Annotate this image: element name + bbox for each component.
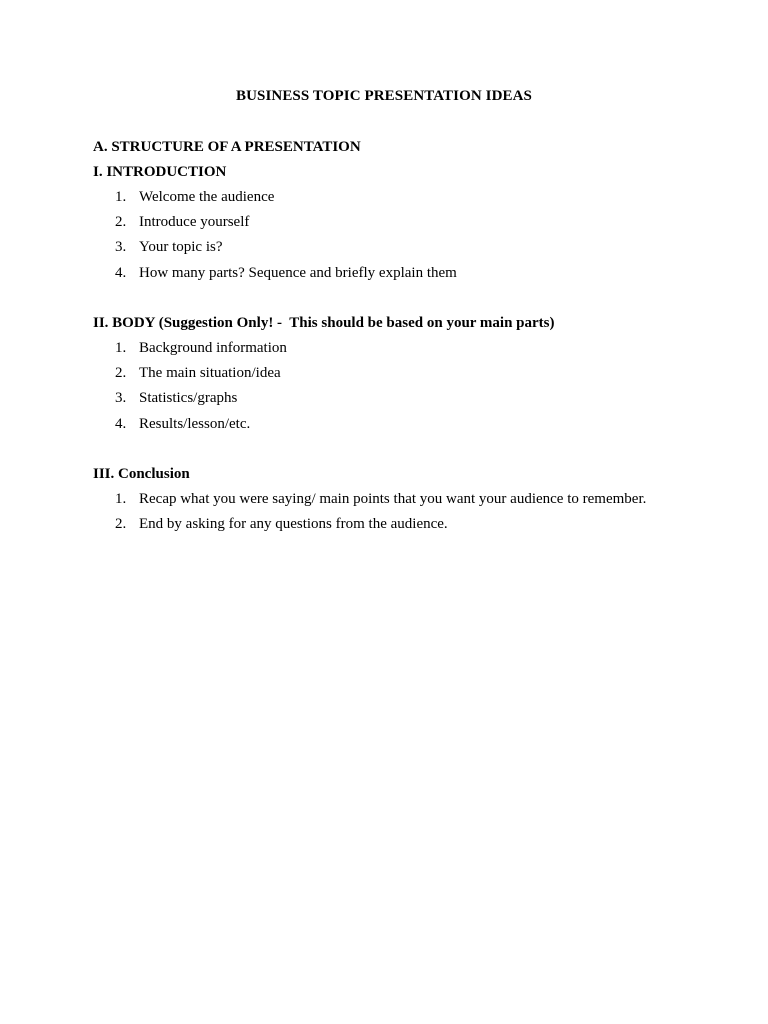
list-item-text: Results/lesson/etc. — [139, 415, 251, 432]
document-title: BUSINESS TOPIC PRESENTATION IDEAS — [235, 88, 533, 104]
list-item-text: Statistics/graphs — [139, 390, 238, 407]
list-item-text: How many parts? Sequence and briefly explain them — [139, 264, 457, 281]
introduction-heading: I. INTRODUCTION — [93, 164, 227, 180]
section-a-heading: A. STRUCTURE OF A PRESENTATION — [93, 139, 361, 155]
list-item-text: Your topic is? — [139, 239, 223, 256]
list-item-text: Introduce yourself — [139, 214, 250, 231]
list-item-number: 3. — [115, 239, 127, 256]
body-heading: II. BODY (Suggestion Only! - This should be based on your main parts) — [93, 315, 555, 331]
list-item-number: 1. — [115, 189, 127, 205]
list-item-number: 2. — [115, 516, 127, 533]
list-item-text: The main situation/idea — [139, 365, 281, 382]
list-item-number: 4. — [115, 415, 127, 432]
conclusion-heading: III. Conclusion — [93, 466, 190, 482]
list-item-text: Recap what you were saying/ main points that you want your audience to remember. — [139, 491, 647, 507]
list-item-text: Background information — [139, 340, 287, 356]
list-item-number: 2. — [115, 214, 127, 231]
list-item-text: Welcome the audience — [139, 189, 275, 205]
list-item-number: 1. — [115, 340, 127, 356]
list-item-text: End by asking for any questions from the audience. — [139, 516, 448, 533]
list-item-number: 2. — [115, 365, 127, 382]
list-item-number: 3. — [115, 390, 127, 407]
list-item-number: 1. — [115, 491, 127, 507]
list-item-number: 4. — [115, 264, 127, 281]
